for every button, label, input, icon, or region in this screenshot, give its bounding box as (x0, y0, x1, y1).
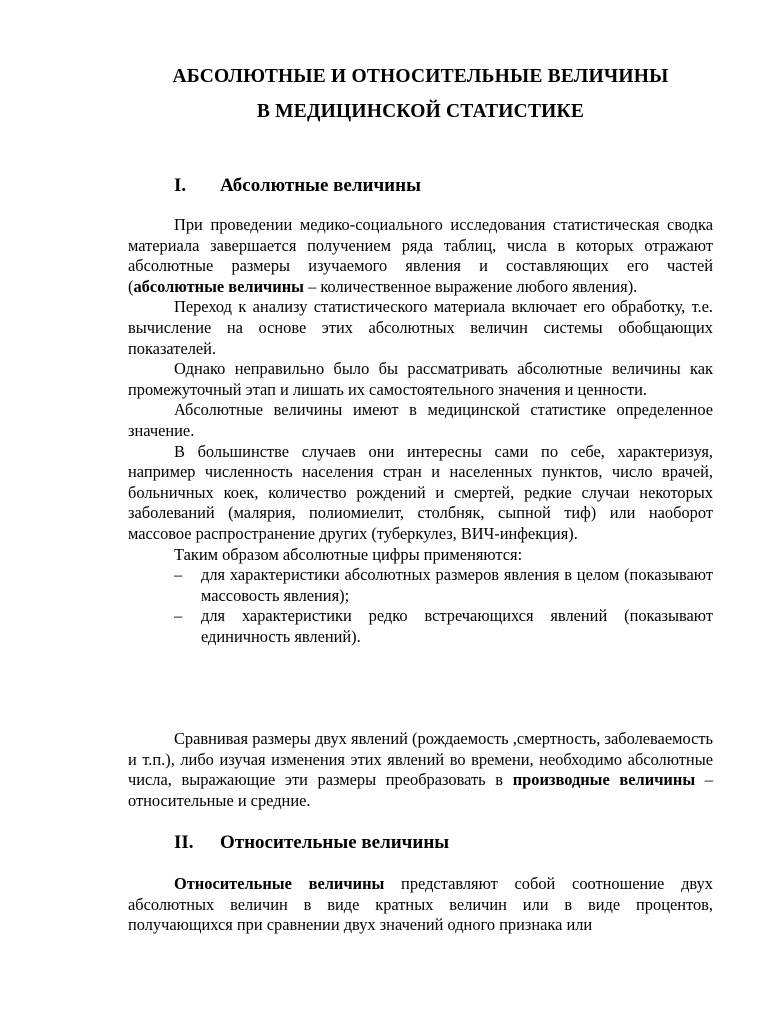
list-item (128, 606, 713, 647)
paragraph: Однако неправильно было бы рассматривать абсолютные величины как промежуточный этап и лишать их самостоятельного значения и ценности. (128, 359, 713, 399)
document-title-line-2: В МЕДИЦИНСКОЙ СТАТИСТИКЕ (256, 101, 585, 122)
list-item-text: для характеристики абсолютных размеров явления в целом (показывают массовость явления); (201, 565, 713, 605)
paragraph-text: Сравнивая размеры двух явлений (рождаемость ,смертность, заболеваемость и т.п.), либо изучая изменения этих явлений во времени, необходимо абсолютные числа, выражающие эти размеры преобразовать в (128, 729, 713, 790)
document-title-line-1: АБСОЛЮТНЫЕ И ОТНОСИТЕЛЬНЫЕ ВЕЛИЧИНЫ (172, 66, 669, 87)
paragraph: В большинстве случаев они интересны сами по себе, характеризуя, например численность населения стран и населенных пунктов, число врачей, больничных коек, количество рождений и смертей, редкие случаи некоторых заболеваний (малярия, полиомиелит, столбняк, сыпной тиф) или наоборот массовое распространение других (туберкулез, ВИЧ-инфекция). (128, 441, 713, 543)
paragraph (128, 874, 713, 936)
paragraph (128, 729, 713, 811)
section-1-heading (174, 175, 421, 197)
section-1-conclusion (128, 729, 713, 811)
section-2-number: II. (174, 832, 194, 853)
paragraph-text: представляют собой соотношение двух абсолютных величин в виде кратных величин или в виде процентов, получающихся при сравнении двух значений одного признака или (128, 874, 713, 935)
section-2-body (128, 874, 713, 936)
section-1-title: Абсолютные величины (220, 175, 421, 196)
section-2-title: Относительные величины (220, 832, 450, 853)
paragraph-text: – относительные и средние. (128, 770, 713, 810)
paragraph: Таким образом абсолютные цифры применяются: (174, 544, 523, 564)
list-dash: – (174, 606, 183, 626)
paragraph-text: При проведении медико-социального исследования статистическая сводка материала завершается получением ряда таблиц, числа в которых отражают абсолютные размеры изучаемого явления и составляющих его частей ( (128, 215, 713, 296)
bold-term: производные величины (512, 770, 696, 790)
section-1-number: I. (174, 175, 187, 196)
paragraph-text: – количественное выражение любого явления). (303, 276, 638, 296)
usage-list (128, 565, 713, 647)
section-1-body (128, 215, 713, 647)
section-2-heading (174, 832, 449, 854)
paragraph: Переход к анализу статистического материала включает его обработку, т.е. вычисление на основе этих абсолютных величин системы обобщающих показателей. (128, 297, 713, 358)
list-dash: – (174, 565, 183, 585)
paragraph (128, 215, 713, 297)
bold-term: абсолютные величины (133, 276, 304, 296)
list-item (128, 565, 713, 606)
list-item-text: для характеристики редко встречающихся явлений (показывают единичность явлений). (201, 606, 713, 646)
paragraph: Абсолютные величины имеют в медицинской статистике определенное значение. (128, 400, 713, 440)
bold-term: Относительные величины (174, 874, 385, 893)
